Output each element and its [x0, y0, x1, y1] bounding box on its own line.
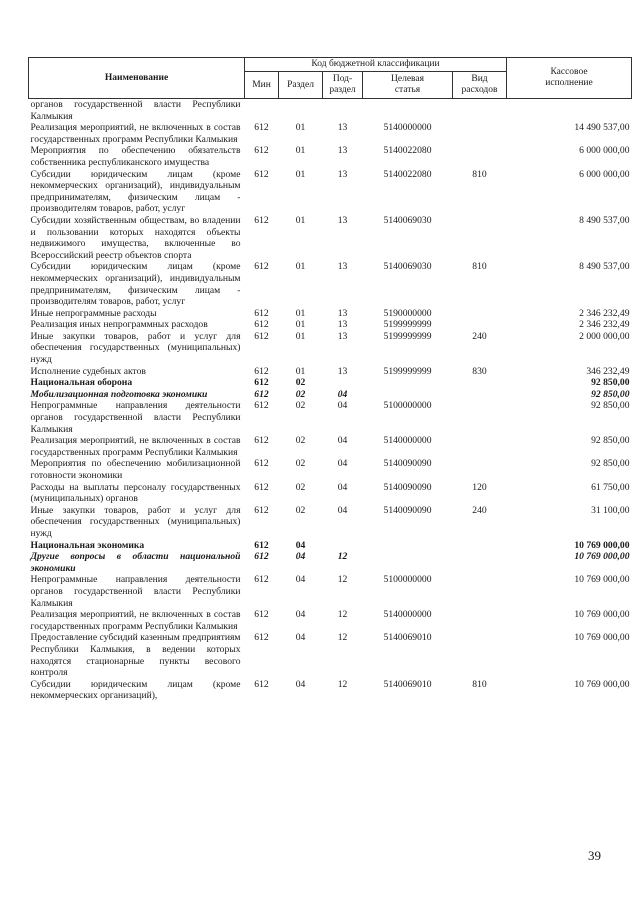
table-row — [29, 551, 632, 574]
row-min: 612 — [254, 261, 269, 273]
row-target: 5140090090 — [383, 481, 432, 493]
row-amount: 92 850,00 — [591, 435, 630, 447]
row-subsection: 04 — [337, 400, 348, 412]
row-subsection: 13 — [337, 365, 348, 377]
row-section: 02 — [295, 504, 306, 516]
row-section: 01 — [295, 319, 306, 331]
row-name: Иные закупки товаров, работ и услуг для обеспечения государственных (муниципальных) нужд — [30, 330, 241, 366]
row-target: 5140000000 — [383, 609, 432, 621]
row-amount: 92 850,00 — [591, 400, 630, 412]
row-amount: 92 850,00 — [591, 377, 630, 389]
row-name: Национальная экономика — [30, 539, 145, 551]
row-expense-type: 240 — [472, 330, 487, 342]
row-target — [363, 99, 453, 123]
row-target: 5140069010 — [383, 632, 432, 644]
table-row — [29, 261, 632, 307]
table-row — [29, 609, 632, 632]
row-subsection: 04 — [337, 458, 348, 470]
row-expense-type — [453, 458, 507, 481]
row-amount: 31 100,00 — [591, 504, 630, 516]
row-subsection: 04 — [337, 504, 348, 516]
row-name: Иные непрограммные расходы — [30, 307, 157, 319]
row-expense-type — [453, 122, 507, 145]
row-amount: 10 769 000,00 — [574, 539, 630, 551]
row-subsection: 13 — [337, 261, 348, 273]
row-amount: 346 232,49 — [586, 365, 630, 377]
row-expense-type: 810 — [472, 678, 487, 690]
row-section: 02 — [295, 400, 306, 412]
row-section: 01 — [295, 214, 306, 226]
row-target: 5140069010 — [383, 678, 432, 690]
row-amount: 10 769 000,00 — [574, 678, 630, 690]
row-min: 612 — [254, 632, 269, 644]
row-name: органов государственной власти Республики Калмыкия — [30, 99, 241, 122]
table-row — [29, 435, 632, 458]
table-row — [29, 308, 632, 320]
row-name: Субсидии хозяйственным обществам, во владении и пользовании которых находятся объекты недвижимого имущества, включенные во Всероссийский реестр объектов спорта — [30, 214, 241, 261]
row-section: 02 — [295, 377, 306, 389]
row-name: Мобилизационная подготовка экономики — [30, 388, 208, 400]
row-amount: 2 346 232,49 — [579, 307, 630, 319]
row-expense-type — [453, 551, 507, 574]
row-subsection: 12 — [337, 574, 348, 586]
row-min: 612 — [254, 574, 269, 586]
row-target: 5140090090 — [383, 504, 432, 516]
row-amount: 10 769 000,00 — [574, 574, 630, 586]
row-name: Субсидии юридическим лицам (кроме некоммерческих организаций), индивидуальным предпринимателям, физическим лицам - производителям товаров, работ, услуг — [30, 168, 241, 215]
row-target: 5199999999 — [383, 365, 432, 377]
row-section: 04 — [295, 551, 306, 563]
row-subsection: 12 — [337, 551, 348, 563]
row-name: Реализация мероприятий, не включенных в состав государственных программ Республики Калмыкия — [30, 435, 241, 458]
row-amount: 10 769 000,00 — [574, 609, 630, 621]
row-min: 612 — [254, 678, 269, 690]
table-row — [29, 377, 632, 389]
row-expense-type — [453, 609, 507, 632]
row-min — [245, 99, 279, 123]
row-amount: 2 000 000,00 — [579, 330, 630, 342]
row-target: 5140000000 — [383, 435, 432, 447]
row-amount: 61 750,00 — [591, 481, 630, 493]
row-name: Национальная оборона — [30, 377, 133, 389]
row-expense-type — [453, 145, 507, 168]
table-row — [29, 145, 632, 168]
row-min: 612 — [254, 400, 269, 412]
header-target: Целевая статья — [363, 72, 453, 99]
row-expense-type — [453, 215, 507, 261]
row-expense-type — [453, 308, 507, 320]
row-section — [279, 99, 323, 123]
row-section: 01 — [295, 145, 306, 157]
header-execution: Кассовое исполнение — [507, 58, 632, 99]
row-min: 612 — [254, 551, 269, 563]
row-name: Мероприятия по обеспечению мобилизационной готовности экономики — [30, 458, 241, 481]
row-name: Исполнение судебных актов — [30, 365, 146, 377]
table-row — [29, 389, 632, 401]
row-subsection: 12 — [337, 609, 348, 621]
row-target: 5140090090 — [383, 458, 432, 470]
row-target — [363, 551, 453, 574]
row-amount: 2 346 232,49 — [579, 319, 630, 331]
row-section: 01 — [295, 261, 306, 273]
header-subsection: Под- раздел — [323, 72, 363, 99]
row-subsection: 13 — [337, 168, 348, 180]
row-min: 612 — [254, 435, 269, 447]
row-target: 5100000000 — [383, 400, 432, 412]
row-section: 01 — [295, 330, 306, 342]
row-subsection — [323, 99, 363, 123]
row-expense-type — [453, 377, 507, 389]
row-subsection: 13 — [337, 307, 348, 319]
row-name: Субсидии юридическим лицам (кроме некоммерческих организаций), — [30, 678, 241, 702]
row-name: Другие вопросы в области национальной экономики — [30, 551, 241, 574]
row-name: Непрограммные направления деятельности органов государственной власти Республики Калмыкия — [30, 574, 241, 609]
row-section: 04 — [295, 609, 306, 621]
table-row — [29, 319, 632, 331]
row-target: 5140022080 — [383, 168, 432, 180]
row-target: 5199999999 — [383, 330, 432, 342]
table-header — [29, 58, 632, 99]
table-row — [29, 400, 632, 435]
row-expense-type — [453, 574, 507, 609]
row-target — [363, 377, 453, 389]
header-section: Раздел — [279, 72, 323, 99]
row-min: 612 — [254, 319, 269, 331]
row-expense-type: 810 — [472, 261, 487, 273]
row-subsection — [323, 377, 363, 389]
row-expense-type — [453, 632, 507, 678]
row-name: Реализация мероприятий, не включенных в состав государственных программ Республики Калмыкия — [30, 609, 241, 632]
row-amount: 8 490 537,00 — [579, 261, 630, 273]
row-subsection: 13 — [337, 214, 348, 226]
table-row — [29, 679, 632, 702]
row-target — [363, 540, 453, 552]
row-expense-type — [453, 540, 507, 552]
row-name: Мероприятия по обеспечению обязательств собственника республиканского имущества — [30, 145, 241, 168]
header-name: Наименование — [29, 58, 245, 99]
budget-table-sheet — [28, 57, 631, 702]
row-subsection: 04 — [337, 388, 348, 400]
row-expense-type: 810 — [472, 168, 487, 180]
row-min: 612 — [254, 504, 269, 516]
row-amount — [507, 99, 632, 123]
row-subsection — [323, 540, 363, 552]
table-row — [29, 458, 632, 481]
row-min: 612 — [254, 145, 269, 157]
row-section: 01 — [295, 122, 306, 134]
row-subsection: 13 — [337, 319, 348, 331]
row-subsection: 13 — [337, 122, 348, 134]
row-target: 5100000000 — [383, 574, 432, 586]
row-amount: 14 490 537,00 — [574, 122, 630, 134]
table-row — [29, 215, 632, 261]
row-min: 612 — [254, 539, 269, 551]
row-target: 5140069030 — [383, 214, 432, 226]
row-name: Реализация иных непрограммных расходов — [30, 319, 208, 331]
row-min: 612 — [254, 307, 269, 319]
row-expense-type — [453, 400, 507, 435]
table-row — [29, 505, 632, 540]
row-amount: 6 000 000,00 — [579, 145, 630, 157]
row-min: 612 — [254, 365, 269, 377]
table-row — [29, 482, 632, 505]
row-name: Непрограммные направления деятельности органов государственной власти Республики Калмыкия — [30, 400, 241, 435]
row-amount: 6 000 000,00 — [579, 168, 630, 180]
row-subsection: 04 — [337, 481, 348, 493]
row-section: 02 — [295, 435, 306, 447]
row-expense-type — [453, 435, 507, 458]
row-expense-type — [453, 319, 507, 331]
row-subsection: 13 — [337, 145, 348, 157]
row-expense-type: 240 — [472, 504, 487, 516]
row-min: 612 — [254, 377, 269, 389]
row-min: 612 — [254, 168, 269, 180]
row-section: 04 — [295, 678, 306, 690]
row-section: 01 — [295, 365, 306, 377]
row-section: 04 — [295, 574, 306, 586]
row-target: 5140000000 — [383, 122, 432, 134]
row-name: Реализация мероприятий, не включенных в состав государственных программ Республики Калмыкия — [30, 122, 241, 145]
row-name: Предоставление субсидий казенным предприятиям Республики Калмыкия, в ведении которых находятся стационарные пункты весового контроля — [30, 632, 241, 679]
row-target: 5190000000 — [383, 307, 432, 319]
table-row — [29, 169, 632, 215]
header-code-group: Код бюджетной классификации — [245, 58, 507, 72]
row-section: 01 — [295, 168, 306, 180]
row-target — [363, 389, 453, 401]
row-subsection: 12 — [337, 632, 348, 644]
budget-table — [28, 57, 632, 702]
row-subsection: 12 — [337, 678, 348, 690]
row-section: 04 — [295, 539, 306, 551]
row-min: 612 — [254, 481, 269, 493]
row-section: 02 — [295, 458, 306, 470]
row-target: 5140022080 — [383, 145, 432, 157]
row-min: 612 — [254, 609, 269, 621]
row-subsection: 13 — [337, 330, 348, 342]
table-row — [29, 574, 632, 609]
table-row — [29, 366, 632, 378]
header-min: Мин — [245, 72, 279, 99]
table-body — [29, 99, 632, 702]
row-expense-type — [453, 99, 507, 123]
table-row — [29, 122, 632, 145]
row-amount: 92 850,00 — [591, 388, 630, 400]
row-amount: 10 769 000,00 — [574, 551, 630, 563]
header-expense-type: Вид расходов — [453, 72, 507, 99]
row-target: 5199999999 — [383, 319, 432, 331]
table-row — [29, 331, 632, 366]
row-name: Иные закупки товаров, работ и услуг для обеспечения государственных (муниципальных) нужд — [30, 504, 241, 539]
row-section: 02 — [295, 481, 306, 493]
page-number: 39 — [588, 848, 601, 863]
row-expense-type: 120 — [472, 481, 487, 493]
row-amount: 10 769 000,00 — [574, 632, 630, 644]
row-section: 01 — [295, 307, 306, 319]
row-expense-type — [453, 389, 507, 401]
row-subsection: 04 — [337, 435, 348, 447]
row-name: Расходы на выплаты персоналу государственных (муниципальных) органов — [30, 481, 241, 505]
row-min: 612 — [254, 122, 269, 134]
row-section: 02 — [295, 388, 306, 400]
row-min: 612 — [254, 214, 269, 226]
table-row — [29, 540, 632, 552]
row-amount: 8 490 537,00 — [579, 214, 630, 226]
row-section: 04 — [295, 632, 306, 644]
table-row — [29, 632, 632, 678]
row-target: 5140069030 — [383, 261, 432, 273]
row-amount: 92 850,00 — [591, 458, 630, 470]
row-name: Субсидии юридическим лицам (кроме некоммерческих организаций), индивидуальным предпринимателям, физическим лицам - производителям товаров, работ, услуг — [30, 261, 241, 308]
row-min: 612 — [254, 458, 269, 470]
row-min: 612 — [254, 330, 269, 342]
row-min: 612 — [254, 388, 269, 400]
row-expense-type: 830 — [472, 365, 487, 377]
table-row — [29, 99, 632, 123]
